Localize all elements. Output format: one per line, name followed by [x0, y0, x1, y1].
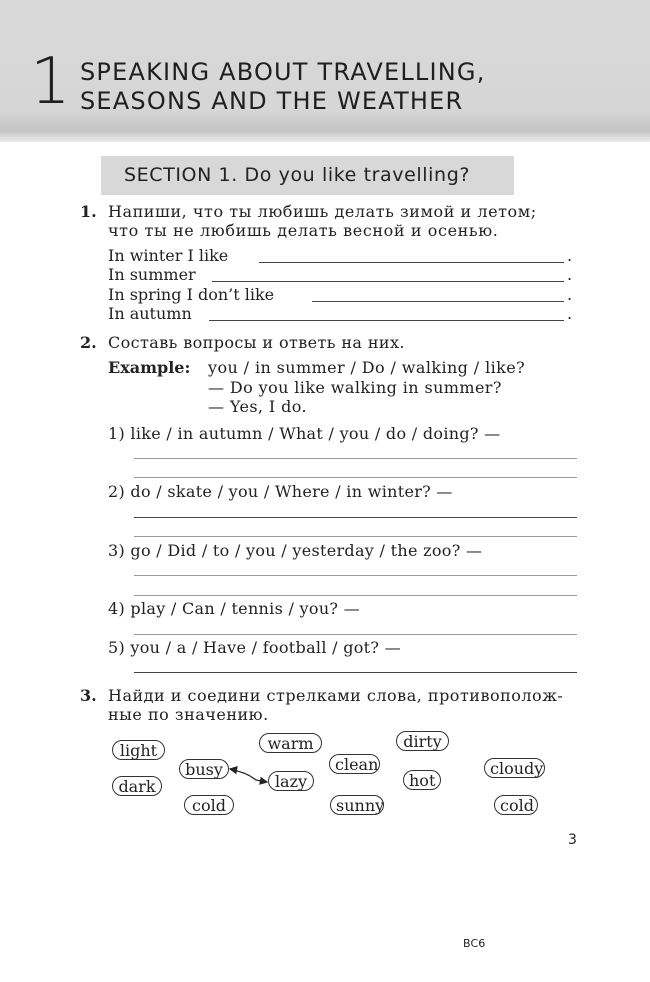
chapter-title-line1: SPEAKING ABOUT TRAVELLING,	[80, 58, 486, 86]
ex1-prompt-autumn: In autumn	[108, 304, 192, 323]
ex2-item-3: 3) go / Did / to / you / yesterday / the zoo? —	[108, 541, 483, 560]
word-card-hot[interactable]: hot	[403, 770, 441, 790]
chapter-number: 1	[30, 45, 71, 119]
ex1-end-mark: .	[567, 304, 573, 323]
ex2-item-2-line-1[interactable]	[134, 517, 577, 518]
ex2-item-1: 1) like / in autumn / What / you / do / doing? —	[108, 424, 501, 443]
ex2-example-answer: — Yes, I do.	[208, 397, 307, 416]
ex1-answer-line-spring[interactable]	[312, 301, 564, 302]
ex1-answer-line-winter[interactable]	[259, 262, 564, 263]
ex3-number: 3.	[80, 686, 97, 705]
word-card-warm[interactable]: warm	[259, 733, 322, 753]
page-number: 3	[568, 832, 577, 848]
word-card-light[interactable]: light	[112, 740, 165, 760]
ex2-example-label: Example:	[108, 358, 191, 377]
example-connection-arrow	[226, 760, 272, 790]
ex1-answer-line-autumn[interactable]	[209, 320, 564, 321]
ex1-end-mark: .	[567, 265, 573, 284]
ex2-item-3-line-2[interactable]	[134, 595, 577, 596]
ex2-item-1-line-1[interactable]	[134, 458, 577, 459]
ex3-instruction-line1: Найди и соедини стрелками слова, противополож-	[108, 686, 564, 705]
chapter-title-line2: SEASONS AND THE WEATHER	[80, 87, 464, 115]
ex1-instruction-line1: Напиши, что ты любишь делать зимой и летом;	[108, 202, 537, 221]
ex1-number: 1.	[80, 202, 97, 221]
word-card-cloudy[interactable]: cloudy	[484, 758, 545, 778]
ex1-answer-line-summer[interactable]	[212, 281, 564, 282]
chapter-title	[80, 58, 486, 116]
ex2-item-4-line[interactable]	[134, 634, 577, 635]
ex3-instruction-line2: ные по значению.	[108, 705, 269, 724]
ex2-item-1-line-2[interactable]	[134, 477, 577, 478]
section-title: SECTION 1. Do you like travelling?	[124, 164, 471, 186]
ex1-instruction-line2: что ты не любишь делать весной и осенью.	[108, 221, 499, 240]
ex1-end-mark: .	[567, 246, 573, 265]
word-card-cold[interactable]: cold	[184, 795, 234, 815]
word-card-lazy[interactable]: lazy	[268, 771, 314, 791]
ex2-instruction: Составь вопросы и ответь на них.	[108, 333, 405, 352]
ex2-item-2-line-2[interactable]	[134, 536, 577, 537]
ex2-item-5-line[interactable]	[134, 672, 577, 673]
ex1-prompt-summer: In summer	[108, 265, 196, 284]
ex1-prompt-winter: In winter I like	[108, 246, 229, 265]
word-card-clean[interactable]: clean	[329, 754, 380, 774]
ex1-end-mark: .	[567, 285, 573, 304]
ex2-item-3-line-1[interactable]	[134, 575, 577, 576]
print-code: ВС6	[463, 937, 486, 950]
ex2-item-4: 4) play / Can / tennis / you? —	[108, 599, 360, 618]
word-card-cold[interactable]: cold	[494, 795, 538, 815]
ex1-prompt-spring: In spring I don’t like	[108, 285, 275, 304]
ex2-item-2: 2) do / skate / you / Where / in winter? —	[108, 482, 453, 501]
ex2-item-5: 5) you / a / Have / football / got? —	[108, 638, 401, 657]
word-card-dark[interactable]: dark	[112, 776, 162, 796]
word-card-sunny[interactable]: sunny	[330, 795, 384, 815]
word-card-busy[interactable]: busy	[179, 759, 229, 779]
word-card-dirty[interactable]: dirty	[396, 731, 449, 751]
ex2-example-words: you / in summer / Do / walking / like?	[208, 358, 526, 377]
ex2-number: 2.	[80, 333, 97, 352]
ex2-example-question: — Do you like walking in summer?	[208, 378, 502, 397]
